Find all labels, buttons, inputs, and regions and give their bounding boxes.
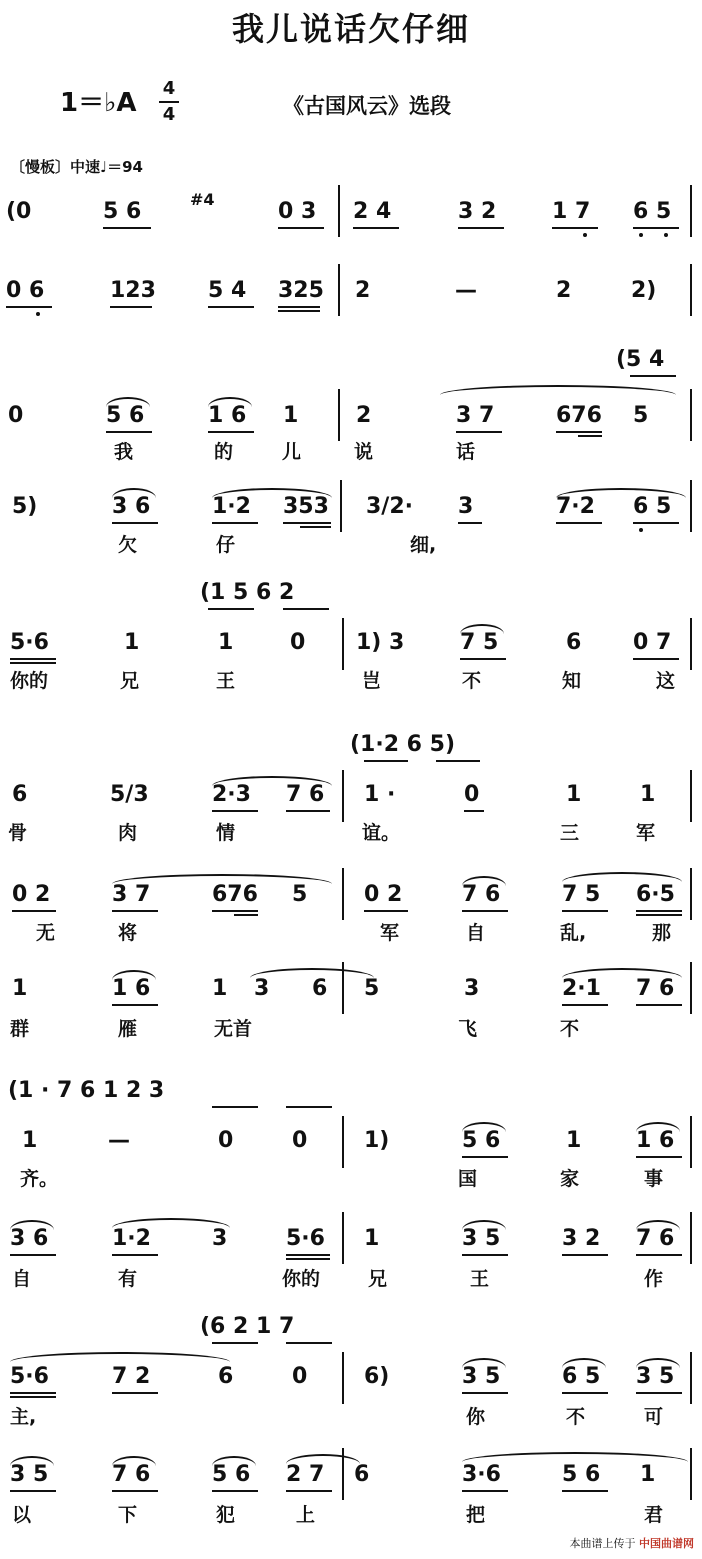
underline [562, 1490, 608, 1492]
meter-bottom: 4 [162, 104, 176, 125]
note: 6 [12, 782, 28, 807]
underline [460, 658, 506, 660]
underline [552, 227, 598, 229]
underline [562, 1004, 608, 1006]
underline [462, 1392, 508, 1394]
note: 2 [355, 278, 371, 303]
lyric: 不 [566, 1406, 586, 1428]
underline [286, 1254, 330, 1256]
lyric: 王 [470, 1268, 490, 1290]
note: 7 6 [636, 1226, 675, 1251]
underline [112, 522, 158, 524]
note: 0 7 [633, 630, 672, 655]
lyric: 谊。 [362, 822, 401, 844]
note: 1 · [364, 782, 396, 807]
staff-system-12 [0, 1448, 702, 1548]
lyric: 无 [36, 922, 56, 944]
note: 1 [640, 1462, 656, 1487]
note: 3/2· [366, 494, 414, 519]
low-dot [664, 233, 668, 237]
note: 1 6 [636, 1128, 675, 1153]
note: 5 [364, 976, 380, 1001]
staff-system-8 [0, 962, 702, 1042]
underline [278, 310, 320, 312]
note: 6 [566, 630, 582, 655]
underline [286, 810, 330, 812]
note: 325 [278, 278, 324, 303]
underline [456, 431, 502, 433]
lyric: 雁 [118, 1018, 138, 1040]
underline [106, 431, 152, 433]
barline [342, 1352, 344, 1404]
underline [556, 431, 602, 433]
slur [462, 1452, 688, 1462]
barline [690, 264, 692, 316]
barline [340, 480, 342, 532]
barline [690, 618, 692, 670]
lyric: 自 [466, 922, 486, 944]
lyric: 作 [644, 1268, 664, 1290]
meter-top: 4 [162, 78, 176, 99]
note: 7 6 [636, 976, 675, 1001]
note: 1) 3 [356, 630, 405, 655]
staff-system-7 [0, 868, 702, 948]
note: 0 [8, 403, 24, 428]
underline [212, 1106, 258, 1108]
underline [578, 435, 602, 437]
underline [636, 1156, 682, 1158]
underline [462, 910, 508, 912]
note: 5 6 [103, 199, 142, 224]
lyric: 这 [656, 670, 676, 692]
lyric: 事 [644, 1168, 664, 1190]
note: 123 [110, 278, 156, 303]
note: 2 [556, 278, 572, 303]
lyric: 三 [560, 822, 580, 844]
barline [690, 1212, 692, 1264]
underline [10, 658, 56, 660]
barline [690, 962, 692, 1014]
note: 3 2 [562, 1226, 601, 1251]
upload-credit [570, 1535, 695, 1551]
underline [234, 914, 258, 916]
underline [10, 1254, 56, 1256]
note: 6) [364, 1364, 390, 1389]
note: 1 [12, 976, 28, 1001]
lyric: 仔 [216, 534, 236, 556]
note: 3 5 [462, 1364, 501, 1389]
note: 5 [633, 403, 649, 428]
lyric: 兄 [368, 1268, 388, 1290]
page-title: 我儿说话欠仔细 [231, 10, 470, 48]
lyric: 那 [652, 922, 672, 944]
note: 3 7 [112, 882, 151, 907]
barline [690, 1116, 692, 1168]
barline [342, 1212, 344, 1264]
underline [633, 658, 679, 660]
underline [636, 1254, 682, 1256]
tempo-marking: 〔慢板〕中速♩＝94 [10, 158, 143, 176]
note: 3 2 [458, 199, 497, 224]
lyric: 细, [410, 534, 437, 556]
lyric: 儿 [282, 441, 302, 463]
underline [462, 1254, 508, 1256]
note: 7 5 [562, 882, 601, 907]
note: 6 5 [633, 199, 672, 224]
note: 3 5 [10, 1462, 49, 1487]
underline [208, 608, 254, 610]
low-dot [639, 233, 643, 237]
underline [562, 910, 608, 912]
note: 3 5 [462, 1226, 501, 1251]
underline [458, 522, 482, 524]
lyric: 主, [10, 1406, 37, 1428]
barline [342, 1116, 344, 1168]
note: 5·6 [10, 630, 49, 655]
note: 3 5 [636, 1364, 675, 1389]
lyric: 下 [118, 1504, 138, 1526]
note: 676 [212, 882, 258, 907]
underline [212, 810, 258, 812]
barline [338, 185, 340, 237]
note: 1·2 [212, 494, 251, 519]
note: 1 6 [112, 976, 151, 1001]
note: 3 7 [456, 403, 495, 428]
note: 6·5 [636, 882, 675, 907]
note: 5 6 [462, 1128, 501, 1153]
note: 7 6 [112, 1462, 151, 1487]
underline [636, 910, 682, 912]
underline [212, 1342, 258, 1344]
lyric: 说 [354, 441, 374, 463]
note: 1 [218, 630, 234, 655]
note: 1 [566, 782, 582, 807]
barline [690, 480, 692, 532]
note: 5 6 [212, 1462, 251, 1487]
low-dot [583, 233, 587, 237]
lyric: 乱, [560, 922, 587, 944]
barline [342, 618, 344, 670]
note: 0 6 [6, 278, 45, 303]
underline [283, 608, 329, 610]
underline [300, 526, 331, 528]
note: 1) [364, 1128, 390, 1153]
note: 7 6 [286, 782, 325, 807]
lyric: 可 [644, 1406, 664, 1428]
barline [690, 185, 692, 237]
slur [562, 872, 682, 882]
time-signature [158, 78, 180, 126]
barline [342, 770, 344, 822]
annotation-above: (1 · 7 6 1 2 3 [8, 1078, 165, 1103]
underline [103, 227, 151, 229]
staff-system-10 [0, 1212, 702, 1292]
note: 7 2 [112, 1364, 151, 1389]
underline [353, 227, 399, 229]
tie [10, 1352, 230, 1362]
underline [286, 1490, 332, 1492]
underline [12, 910, 56, 912]
note: 2) [631, 278, 657, 303]
note: 0 3 [278, 199, 317, 224]
note: 5·6 [10, 1364, 49, 1389]
lyric: 肉 [118, 822, 138, 844]
underline [10, 662, 56, 664]
annotation-above: (6 2 1 7 [200, 1314, 295, 1339]
underline [283, 522, 331, 524]
underline [112, 1254, 158, 1256]
underline [110, 306, 152, 308]
key-signature: 1＝♭A [60, 88, 137, 118]
underline [286, 1342, 332, 1344]
staff-system-3 [0, 345, 702, 475]
lyric: 话 [456, 441, 476, 463]
note: 3 [254, 976, 270, 1001]
note: 5 4 [208, 278, 247, 303]
underline [10, 1396, 56, 1398]
underline [286, 1106, 332, 1108]
underline [112, 910, 158, 912]
underline [556, 522, 602, 524]
underline [364, 760, 408, 762]
lyric: 有 [118, 1268, 138, 1290]
underline [212, 910, 258, 912]
underline [364, 910, 408, 912]
note: 2 [356, 403, 372, 428]
barline [342, 962, 344, 1014]
underline [6, 306, 52, 308]
low-dot [639, 528, 643, 532]
note: 2·3 [212, 782, 251, 807]
note: — [455, 278, 477, 303]
note: 2 7 [286, 1462, 325, 1487]
staff-system-11 [0, 1312, 702, 1437]
note: 2·1 [562, 976, 601, 1001]
lyric: 将 [118, 922, 138, 944]
underline [212, 522, 258, 524]
staff-system-9 [0, 1076, 702, 1201]
lyric: 群 [10, 1018, 30, 1040]
note: 353 [283, 494, 329, 519]
note: 1 [22, 1128, 38, 1153]
note: 1 [566, 1128, 582, 1153]
note: 3 6 [10, 1226, 49, 1251]
barline [338, 389, 340, 441]
note: (0 [6, 199, 32, 224]
lyric: 你 [466, 1406, 486, 1428]
underline [112, 1392, 158, 1394]
note: 1 7 [552, 199, 591, 224]
note: 5/3 [110, 782, 149, 807]
tie [440, 385, 676, 395]
staff-system-6 [0, 730, 702, 855]
note: 5·6 [286, 1226, 325, 1251]
underline [112, 1490, 158, 1492]
lyric: 我 [114, 441, 134, 463]
staff-system-5 [0, 578, 702, 708]
barline [690, 1448, 692, 1500]
note: 1 [640, 782, 656, 807]
underline [464, 810, 484, 812]
note: 0 2 [364, 882, 403, 907]
low-dot [36, 312, 40, 316]
note: 3 [212, 1226, 228, 1251]
lyric: 的 [214, 441, 234, 463]
underline [633, 522, 679, 524]
note: 1 [283, 403, 299, 428]
note: 6 [312, 976, 328, 1001]
lyric: 国 [458, 1168, 478, 1190]
note: 0 [290, 630, 306, 655]
lyric: 情 [216, 822, 236, 844]
footer-text: 本曲谱上传于 [569, 1537, 636, 1550]
note: 2 4 [353, 199, 392, 224]
lyric: 军 [636, 822, 656, 844]
annotation-above: (1·2 6 5) [350, 732, 456, 757]
underline [636, 1392, 682, 1394]
note: 6 [218, 1364, 234, 1389]
lyric: 家 [560, 1168, 580, 1190]
note: 3·6 [462, 1462, 501, 1487]
lyric: 齐。 [20, 1168, 59, 1190]
note: 5) [12, 494, 38, 519]
note: 676 [556, 403, 602, 428]
site-logo[interactable]: 中国曲谱网 [639, 1537, 694, 1550]
lyric: 知 [562, 670, 582, 692]
underline [462, 1490, 508, 1492]
underline [278, 306, 320, 308]
lyric: 自 [12, 1268, 32, 1290]
barline [690, 770, 692, 822]
lyric: 飞 [458, 1018, 478, 1040]
underline [458, 227, 504, 229]
lyric: 兄 [120, 670, 140, 692]
note: 5 [292, 882, 308, 907]
underline [10, 1392, 56, 1394]
lyric: 不 [462, 670, 482, 692]
staff-system-1 [0, 185, 702, 245]
barline [342, 1448, 344, 1500]
lyric: 王 [216, 670, 236, 692]
note: 3 6 [112, 494, 151, 519]
barline [342, 868, 344, 920]
note: #4 [190, 190, 215, 209]
underline [636, 1004, 682, 1006]
note: 6 5 [633, 494, 672, 519]
lyric: 不 [560, 1018, 580, 1040]
note: 7 5 [460, 630, 499, 655]
lyric: 你的 [282, 1268, 321, 1290]
lyric: 骨 [8, 822, 28, 844]
lyric: 以 [12, 1504, 32, 1526]
barline [690, 1352, 692, 1404]
underline [208, 306, 254, 308]
subtitle: 《古国风云》选段 [283, 94, 451, 118]
note: 6 [354, 1462, 370, 1487]
annotation-above: (5 4 [616, 347, 665, 372]
underline [436, 760, 480, 762]
lyric: 犯 [216, 1504, 236, 1526]
staff-system-2 [0, 264, 702, 324]
note: 7 6 [462, 882, 501, 907]
underline [562, 1254, 608, 1256]
note: 0 2 [12, 882, 51, 907]
lyric: 岂 [362, 670, 382, 692]
lyric: 君 [644, 1504, 664, 1526]
underline [112, 1004, 158, 1006]
lyric: 军 [380, 922, 400, 944]
note: 0 [292, 1128, 308, 1153]
underline [630, 375, 676, 377]
barline [338, 264, 340, 316]
lyric: 把 [466, 1504, 486, 1526]
note: 3 [464, 976, 480, 1001]
lyric: 无首 [214, 1018, 253, 1040]
note: — [108, 1128, 130, 1153]
underline [636, 914, 682, 916]
underline [208, 431, 254, 433]
note: 0 [218, 1128, 234, 1153]
staff-system-4 [0, 480, 702, 560]
note: 1 6 [208, 403, 247, 428]
note: 1 [124, 630, 140, 655]
annotation-above: (1 5 6 2 [200, 580, 295, 605]
note: 5 6 [562, 1462, 601, 1487]
lyric: 欠 [118, 534, 138, 556]
underline [286, 1258, 330, 1260]
underline [633, 227, 679, 229]
note: 0 [292, 1364, 308, 1389]
meter-bar [159, 101, 179, 103]
note: 1 [212, 976, 228, 1001]
note: 0 [464, 782, 480, 807]
lyric: 你的 [10, 670, 49, 692]
underline [278, 227, 324, 229]
note: 7·2 [556, 494, 595, 519]
note: 1 [364, 1226, 380, 1251]
underline [462, 1156, 508, 1158]
note: 3 [458, 494, 474, 519]
barline [690, 389, 692, 441]
underline [212, 1490, 258, 1492]
underline [10, 1490, 56, 1492]
note: 1·2 [112, 1226, 151, 1251]
note: 6 5 [562, 1364, 601, 1389]
barline [690, 868, 692, 920]
lyric: 上 [296, 1504, 316, 1526]
note: 5 6 [106, 403, 145, 428]
underline [562, 1392, 608, 1394]
